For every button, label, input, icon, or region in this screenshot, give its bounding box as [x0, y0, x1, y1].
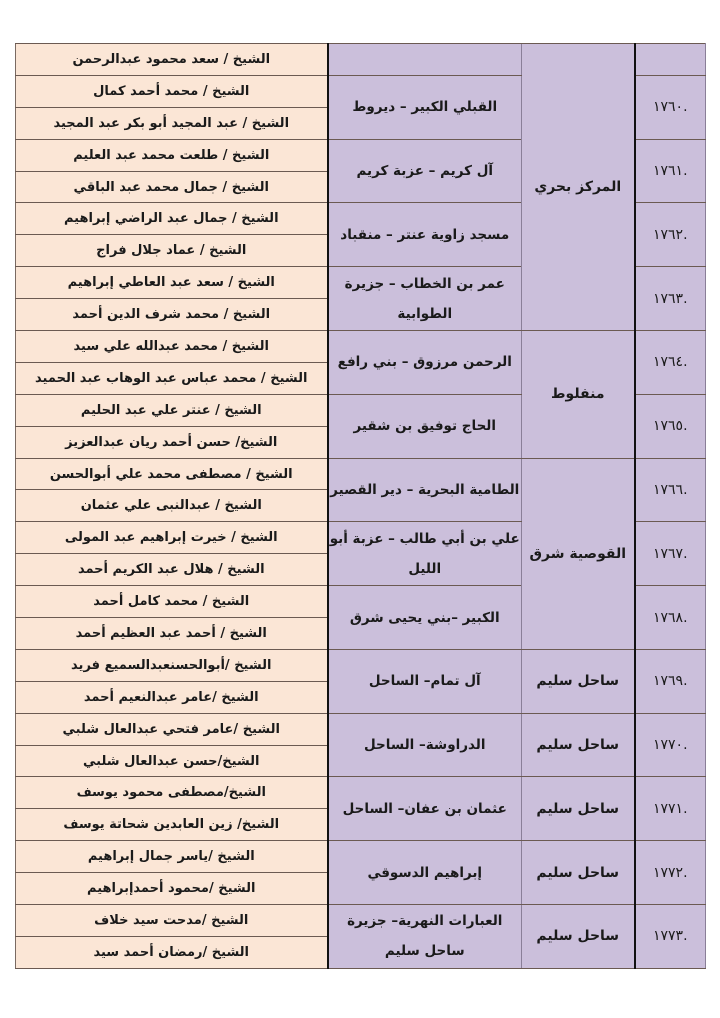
imam-name: الشيخ / جمال عبد الراضي إبراهيم	[16, 203, 328, 235]
mosque-name: الكبير –بني يحيى شرق	[328, 586, 522, 650]
mosque-name: عثمان بن عفان– الساحل	[328, 777, 522, 841]
area-name: ساحل سليم	[522, 777, 635, 841]
table-row	[16, 841, 706, 873]
row-number	[635, 394, 706, 458]
table-row	[16, 44, 706, 76]
imam-name: الشيخ / عماد جلال فراج	[16, 235, 328, 267]
imam-name: الشيخ / محمد عبدالله علي سيد	[16, 331, 328, 363]
imam-name: الشيخ /رمضان أحمد سيد	[16, 936, 328, 968]
table-row	[16, 331, 706, 363]
imam-name: الشيخ /عامر عبدالنعيم أحمد	[16, 681, 328, 713]
mosque-name: آل كريم – عزبة كريم	[328, 139, 522, 203]
imam-name: الشيخ / محمد أحمد كمال	[16, 75, 328, 107]
row-number	[635, 841, 706, 905]
mosque-name: مسجد زاوية عنتر – منقباد	[328, 203, 522, 267]
imam-name: الشيخ / محمد شرف الدين أحمد	[16, 299, 328, 331]
mosque-name: العبارات النهرية– جزيرة ساحل سليم	[328, 905, 522, 969]
mosque-name	[328, 44, 522, 76]
imam-name: الشيخ / جمال محمد عبد الباقي	[16, 171, 328, 203]
mosque-name: الدراوشة– الساحل	[328, 713, 522, 777]
imam-name: الشيخ / هلال عبد الكريم أحمد	[16, 554, 328, 586]
row-number	[635, 139, 706, 203]
mosque-name: آل تمام– الساحل	[328, 649, 522, 713]
table-row	[16, 713, 706, 745]
imam-name: الشيخ / محمد عباس عبد الوهاب عبد الحميد	[16, 362, 328, 394]
imam-name: الشيخ/ حسن أحمد ريان عبدالعزيز	[16, 426, 328, 458]
row-number-text: .١٧٦١	[652, 163, 688, 180]
area-name: المركز بحري	[522, 44, 635, 331]
row-number	[635, 713, 706, 777]
table-row	[16, 458, 706, 490]
area-name: منفلوط	[522, 331, 635, 459]
imam-name: الشيخ / سعد عبد العاطي إبراهيم	[16, 267, 328, 299]
mosque-name: علي بن أبي طالب – عزبة أبو الليل	[328, 522, 522, 586]
imam-name: الشيخ /عامر فتحي عبدالعال شلبي	[16, 713, 328, 745]
imam-name: الشيخ / عنتر علي عبد الحليم	[16, 394, 328, 426]
row-number	[635, 75, 706, 139]
imam-name: الشيخ /أبوالحسنعبدالسميع فريد	[16, 649, 328, 681]
imam-name: الشيخ / عبدالنبى علي عثمان	[16, 490, 328, 522]
imam-name: الشيخ / عبد المجيد أبو بكر عبد المجيد	[16, 107, 328, 139]
table-row	[16, 905, 706, 937]
row-number	[635, 267, 706, 331]
imam-name: الشيخ /ياسر جمال إبراهيم	[16, 841, 328, 873]
row-number	[635, 522, 706, 586]
mosque-name: القبلي الكبير – ديروط	[328, 75, 522, 139]
table-row	[16, 777, 706, 809]
row-number-text: .١٧٦٤	[652, 354, 688, 371]
row-number	[635, 44, 706, 76]
row-number-text: .١٧٦٥	[652, 418, 688, 435]
area-name: ساحل سليم	[522, 649, 635, 713]
row-number	[635, 458, 706, 522]
row-number-text: .١٧٦٧	[652, 545, 688, 562]
row-number	[635, 777, 706, 841]
row-number	[635, 649, 706, 713]
area-name: ساحل سليم	[522, 905, 635, 969]
imam-name: الشيخ /مدحت سيد خلاف	[16, 905, 328, 937]
mosque-name: عمر بن الخطاب – جزيرة الطوابية	[328, 267, 522, 331]
row-number	[635, 905, 706, 969]
imam-name: الشيخ /محمود أحمدإبراهيم	[16, 873, 328, 905]
row-number-text: .١٧٧١	[652, 800, 688, 817]
row-number	[635, 331, 706, 395]
row-number-text: .١٧٦٨	[652, 609, 688, 626]
imam-name: الشيخ / طلعت محمد عبد العليم	[16, 139, 328, 171]
row-number-text: .١٧٧٣	[652, 928, 688, 945]
mosque-imam-table	[15, 43, 706, 969]
mosque-name: إبراهيم الدسوقي	[328, 841, 522, 905]
row-number-text: .١٧٦٩	[652, 673, 688, 690]
area-name: ساحل سليم	[522, 841, 635, 905]
area-name: القوصية شرق	[522, 458, 635, 649]
row-number-text: .١٧٦٠	[652, 99, 688, 116]
area-name: ساحل سليم	[522, 713, 635, 777]
imam-name: الشيخ / أحمد عبد العظيم أحمد	[16, 618, 328, 650]
imam-name: الشيخ/حسن عبدالعال شلبي	[16, 745, 328, 777]
row-number-text: .١٧٦٢	[652, 226, 688, 243]
row-number-text: .١٧٦٦	[652, 481, 688, 498]
mosque-name: الرحمن مرزوق – بني رافع	[328, 331, 522, 395]
mosque-name: الحاج توفيق بن شقير	[328, 394, 522, 458]
imam-name: الشيخ / سعد محمود عبدالرحمن	[16, 44, 328, 76]
imam-name: الشيخ/ زين العابدين شحاتة يوسف	[16, 809, 328, 841]
imam-name: الشيخ/مصطفى محمود يوسف	[16, 777, 328, 809]
row-number	[635, 203, 706, 267]
imam-name: الشيخ / محمد كامل أحمد	[16, 586, 328, 618]
imam-name: الشيخ / مصطفى محمد علي أبوالحسن	[16, 458, 328, 490]
table-row	[16, 649, 706, 681]
row-number	[635, 586, 706, 650]
row-number-text: .١٧٦٣	[652, 290, 688, 307]
imam-name: الشيخ / خيرت إبراهيم عبد المولى	[16, 522, 328, 554]
row-number-text: .١٧٧٠	[652, 737, 688, 754]
row-number-text: .١٧٧٢	[652, 864, 688, 881]
mosque-name: الطامية البحرية – دير القصير	[328, 458, 522, 522]
